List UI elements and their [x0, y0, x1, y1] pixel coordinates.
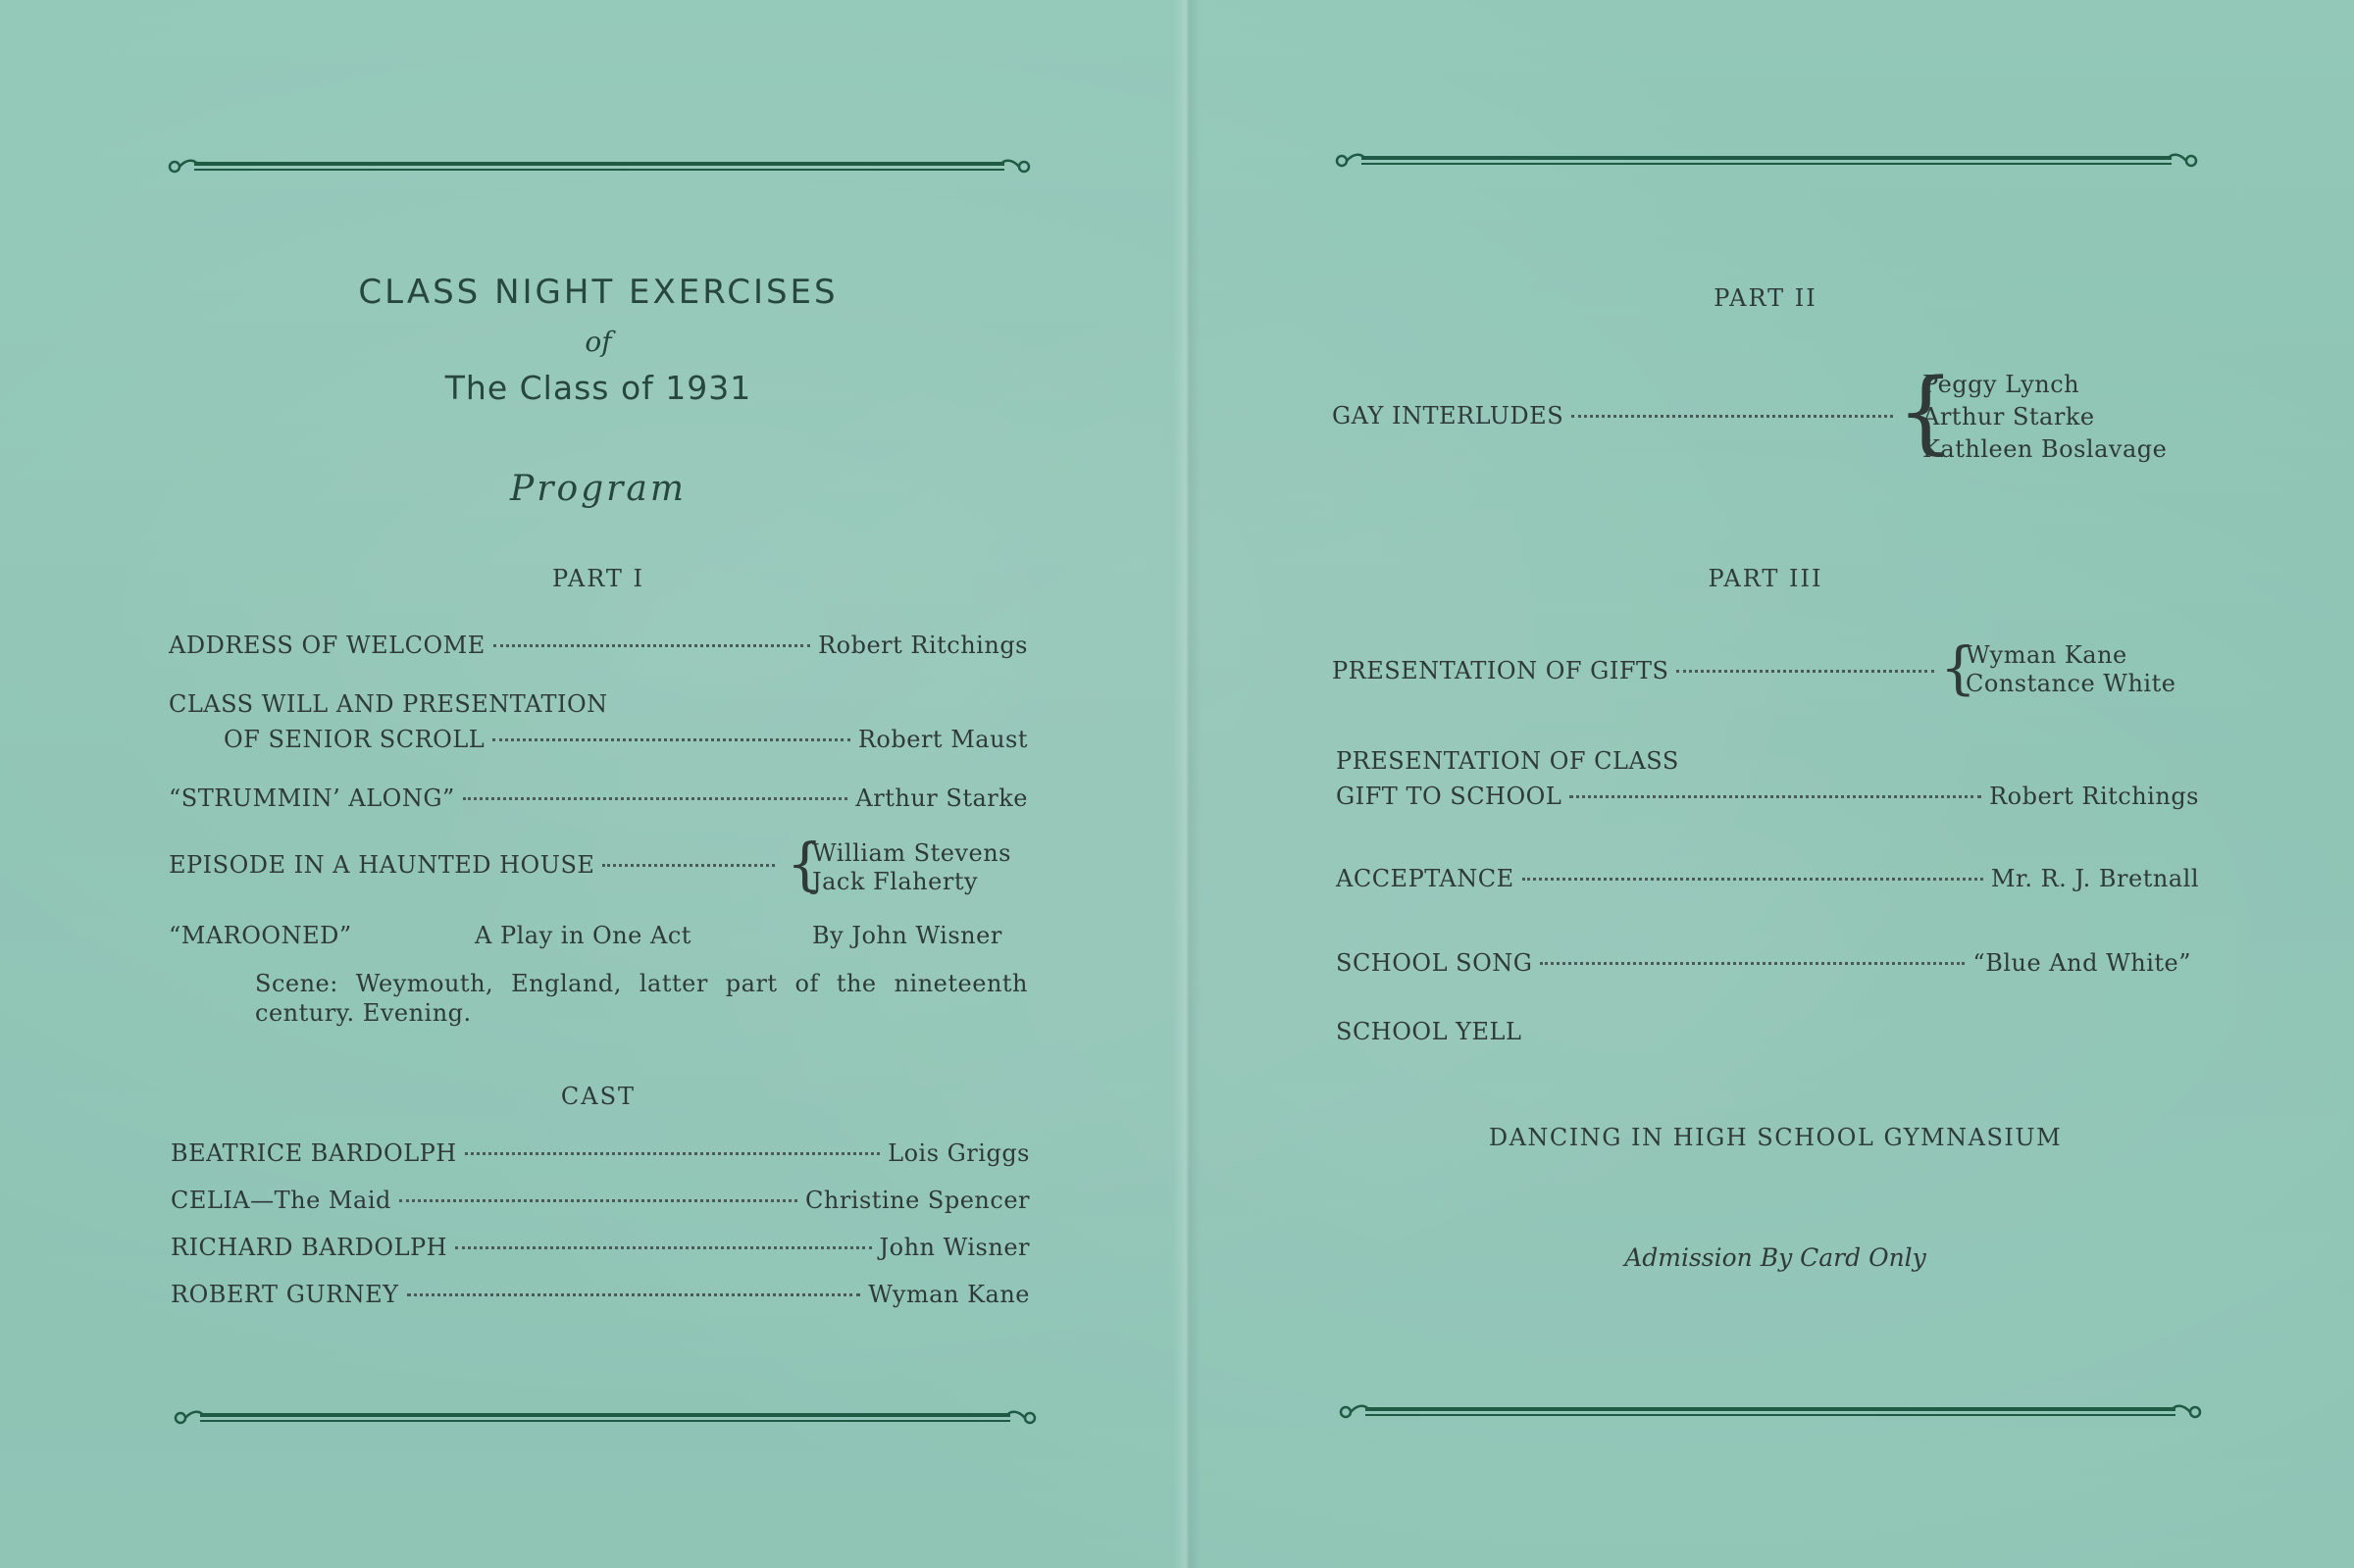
- item-label-line1: PRESENTATION OF CLASS: [1336, 747, 1679, 775]
- performer-list: [1966, 641, 2175, 698]
- item-performer: “Blue And White”: [1972, 949, 2191, 977]
- cast-role: BEATRICE BARDOLPH: [171, 1139, 457, 1167]
- program-heading: Program: [510, 469, 687, 509]
- item-performer: Mr. R. J. Bretnall: [1990, 865, 2199, 892]
- admission-note: Admission By Card Only: [1624, 1243, 1926, 1272]
- item-label-line1: CLASS WILL AND PRESENTATION: [169, 690, 608, 718]
- cast-role: CELIA—The Maid: [171, 1187, 391, 1214]
- performer-name: Constance White: [1966, 670, 2176, 697]
- performer-name: Wyman Kane: [1966, 641, 2127, 669]
- leader-dots: [407, 1293, 861, 1296]
- performer-name: William Stevens: [812, 839, 1011, 867]
- bottom-right-rule: [1336, 1400, 2205, 1424]
- performer-name: Jack Flaherty: [812, 868, 979, 895]
- cast-row: [171, 1281, 1030, 1308]
- item-performer: Robert Ritchings: [818, 632, 1028, 659]
- leader-dots: [493, 644, 810, 647]
- item-label: ADDRESS OF WELCOME: [169, 632, 486, 659]
- item-label: “STRUMMIN’ ALONG”: [169, 784, 455, 812]
- leader-dots: [1571, 415, 1893, 418]
- program-item-class-gift: [1336, 783, 2199, 810]
- top-right-rule: [1332, 149, 2201, 173]
- program-item-haunted-house: [169, 851, 783, 879]
- item-label: SCHOOL SONG: [1336, 949, 1533, 977]
- item-label-line2: OF SENIOR SCROLL: [224, 726, 486, 753]
- performer-name: Kathleen Boslavage: [1922, 435, 2168, 463]
- item-label-line2: GIFT TO SCHOOL: [1336, 783, 1562, 810]
- leader-dots: [463, 797, 848, 800]
- item-performer: Robert Ritchings: [1989, 783, 2199, 810]
- page-title: CLASS NIGHT EXERCISES: [358, 273, 839, 312]
- title-of: of: [585, 326, 612, 358]
- program-item-gay-interludes: [1332, 402, 1901, 430]
- cast-row: [171, 1187, 1030, 1214]
- program-item-school-song: [1336, 949, 2191, 977]
- cast-actor: John Wisner: [879, 1234, 1030, 1261]
- top-left-rule: [165, 155, 1034, 178]
- leader-dots: [1676, 670, 1934, 673]
- leader-dots: [602, 864, 775, 867]
- cast-actor: Christine Spencer: [805, 1187, 1030, 1214]
- program-item-welcome: [169, 632, 1028, 659]
- school-yell: SCHOOL YELL: [1336, 1018, 1522, 1045]
- performer-name: Arthur Starke: [1922, 403, 2095, 430]
- leader-dots: [1569, 795, 1981, 798]
- program-item-class-will: [224, 726, 1028, 753]
- program-item-strummin: [169, 784, 1028, 812]
- item-performer: Arthur Starke: [855, 784, 1028, 812]
- part2-heading: PART II: [1714, 284, 1817, 312]
- item-label: GAY INTERLUDES: [1332, 402, 1564, 430]
- cast-heading: CAST: [560, 1083, 637, 1110]
- item-performer: Robert Maust: [857, 726, 1028, 753]
- leader-dots: [465, 1152, 880, 1155]
- cast-actor: Lois Griggs: [888, 1139, 1030, 1167]
- brace-symbol: {: [1897, 359, 1955, 464]
- dancing-notice: DANCING IN HIGH SCHOOL GYMNASIUM: [1488, 1124, 2063, 1151]
- item-label: EPISODE IN A HAUNTED HOUSE: [169, 851, 595, 879]
- class-line: The Class of 1931: [444, 369, 752, 407]
- bottom-left-rule: [171, 1406, 1040, 1430]
- cast-role: ROBERT GURNEY: [171, 1281, 399, 1308]
- play-title: “MAROONED”: [169, 922, 352, 949]
- brace-symbol: {: [1940, 634, 1976, 701]
- leader-dots: [1540, 962, 1965, 965]
- program-item-gifts: [1332, 657, 1942, 684]
- play-author: By John Wisner: [812, 922, 1002, 949]
- cast-role: RICHARD BARDOLPH: [171, 1234, 448, 1261]
- cast-row: [171, 1234, 1030, 1261]
- cast-row: [171, 1139, 1030, 1167]
- part1-heading: PART I: [551, 565, 645, 592]
- play-scene: Scene: Weymouth, England, latter part of the nineteenth century. Evening.: [255, 970, 1028, 1027]
- leader-dots: [455, 1246, 871, 1249]
- leader-dots: [492, 738, 850, 741]
- leader-dots: [399, 1199, 797, 1202]
- cast-actor: Wyman Kane: [868, 1281, 1030, 1308]
- part3-heading: PART III: [1708, 565, 1823, 592]
- center-fold: [1173, 0, 1201, 1568]
- leader-dots: [1522, 878, 1983, 881]
- item-label: PRESENTATION OF GIFTS: [1332, 657, 1669, 684]
- performer-list: [812, 837, 1011, 898]
- play-description: A Play in One Act: [475, 922, 691, 949]
- item-label: ACCEPTANCE: [1336, 865, 1514, 892]
- program-item-acceptance: [1336, 865, 2199, 892]
- performer-name: Peggy Lynch: [1922, 371, 2080, 398]
- brace-symbol: {: [787, 831, 823, 897]
- performer-list: [1922, 369, 2167, 466]
